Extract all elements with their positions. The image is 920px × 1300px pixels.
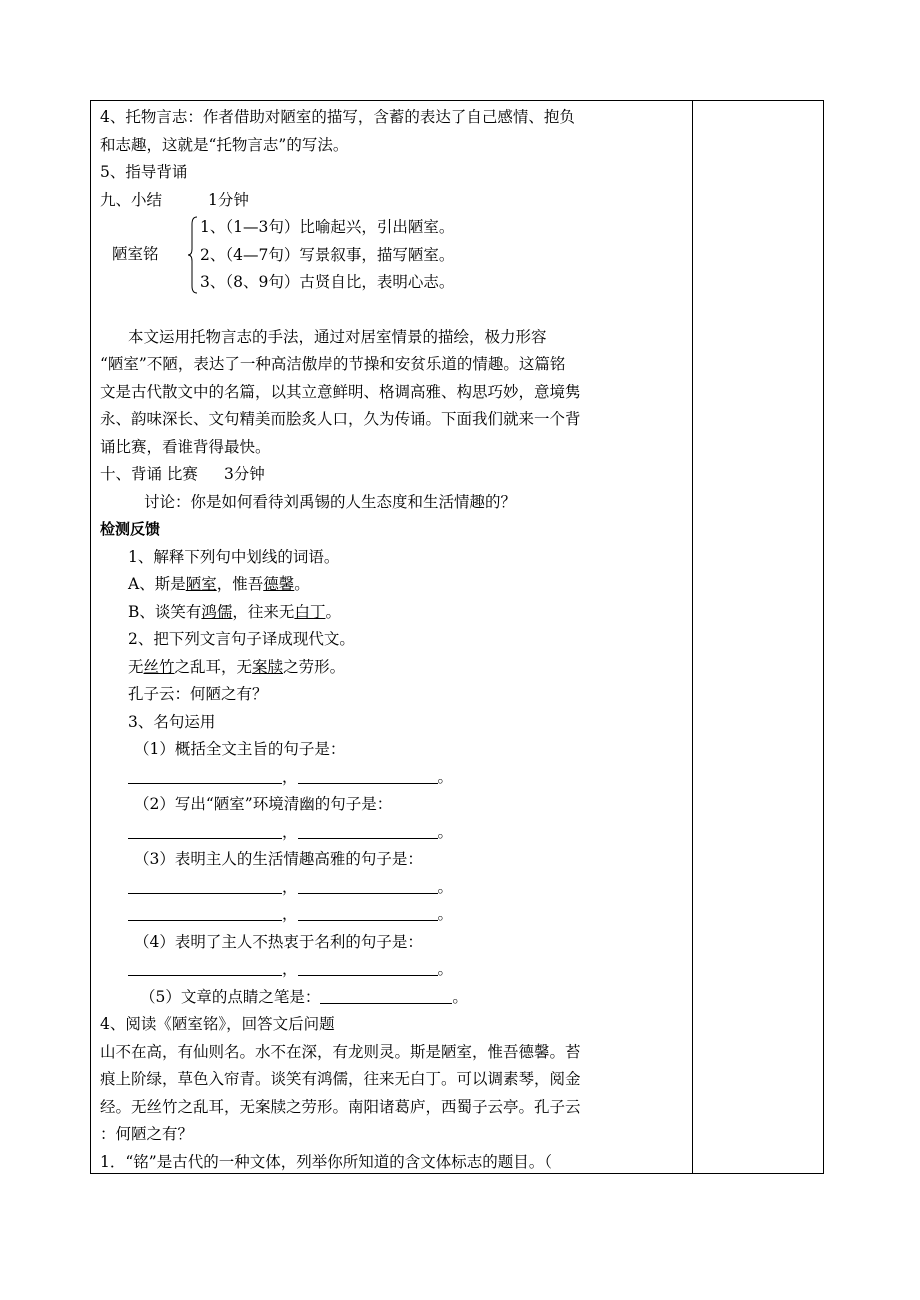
brace-icon <box>188 216 198 294</box>
answer-blank[interactable] <box>128 877 282 894</box>
paragraph-line: 永、韵味深长、文句精美而脍炙人口，久为传诵。下面我们就来一个背 <box>100 410 581 428</box>
text-line: 5、指导背诵 <box>100 163 188 181</box>
summary-item: 3、（8、9句）古贤自比，表明心志。 <box>200 273 455 291</box>
answer-blank[interactable] <box>320 987 452 1004</box>
question-1: 1、解释下列句中划线的词语。 <box>128 547 340 566</box>
reading-line: 经。无丝竹之乱耳，无案牍之劳形。南阳诸葛庐，西蜀子云亭。孔子云 <box>100 1097 581 1116</box>
lesson-content <box>100 104 686 1176</box>
discussion-question: 讨论：你是如何看待刘禹锡的人生态度和生活情趣的？ <box>144 492 517 511</box>
paragraph-line: 本文运用托物言志的手法，通过对居室情景的描绘，极力形容 <box>128 327 547 346</box>
answer-line: ， 。 <box>100 819 686 847</box>
section-ten-heading: 十、背诵 比赛 3分钟 <box>100 465 265 483</box>
sentence-2: 孔子云：何陋之有？ <box>128 685 268 703</box>
summary-heading: 九、小结 1分钟 <box>100 190 249 209</box>
feedback-heading: 检测反馈 <box>100 520 161 538</box>
item-a: A、斯是陋室，惟吾德馨。 <box>128 575 310 593</box>
answer-line: ， 。 <box>100 956 686 984</box>
summary-item: 1、（1—3句）比喻起兴，引出陋室。 <box>200 218 455 236</box>
answer-blank[interactable] <box>298 822 438 839</box>
reading-line: ：何陋之有？ <box>100 1125 194 1143</box>
answer-line: ， 。 <box>100 874 686 902</box>
answer-line: ， 。 <box>100 901 686 929</box>
answer-blank[interactable] <box>298 767 438 784</box>
paragraph-line: 文是古代散文中的名篇，以其立意鲜明、格调高雅、构思巧妙，意境隽 <box>100 382 581 401</box>
answer-line: ， 。 <box>100 764 686 792</box>
summary-item: 2、（4—7句）写景叙事，描写陋室。 <box>200 245 455 264</box>
answer-blank[interactable] <box>298 959 438 976</box>
reading-title: 4、阅读《陋室铭》，回答文后问题 <box>100 1015 335 1033</box>
question-2: 2、把下列文言句子译成现代文。 <box>128 630 355 648</box>
answer-blank[interactable] <box>298 904 438 921</box>
item-b: B、谈笑有鸿儒，往来无白丁。 <box>128 602 341 621</box>
prompt-5: （5）文章的点睛之笔是： 。 <box>140 987 468 1006</box>
reading-line: 痕上阶绿，草色入帘青。谈笑有鸿儒，往来无白丁。可以调素琴，阅金 <box>100 1070 581 1088</box>
column-divider <box>692 100 693 1174</box>
summary-label: 陋室铭 <box>112 245 159 263</box>
prompt-4: （4）表明了主人不热衷于名利的句子是： <box>134 932 423 951</box>
summary-items <box>200 214 454 297</box>
answer-blank[interactable] <box>128 904 282 921</box>
answer-blank[interactable] <box>128 959 282 976</box>
summary-block <box>100 214 686 296</box>
paragraph-line: “陋室”不陋，表达了一种高洁傲岸的节操和安贫乐道的情趣。这篇铭 <box>100 355 566 373</box>
prompt-1: （1）概括全文主旨的句子是： <box>134 740 346 758</box>
text-line: 和志趣，这就是“托物言志”的写法。 <box>100 135 349 154</box>
prompt-3: （3）表明主人的生活情趣高雅的句子是： <box>134 850 423 868</box>
reading-question-1: 1．“铭”是古代的一种文体，列举你所知道的含文体标志的题目。（ <box>100 1152 552 1171</box>
reading-line: 山不在高，有仙则名。水不在深，有龙则灵。斯是陋室，惟吾德馨。苔 <box>100 1042 581 1061</box>
prompt-2: （2）写出“陋室”环境清幽的句子是： <box>134 795 393 813</box>
question-3: 3、名句运用 <box>128 712 216 731</box>
answer-blank[interactable] <box>128 822 282 839</box>
blank-line <box>100 296 686 324</box>
text-line: 4、托物言志：作者借助对陋室的描写，含蓄的表达了自己感情、抱负 <box>100 108 575 126</box>
sentence-1: 无丝竹之乱耳，无案牍之劳形。 <box>128 657 346 676</box>
answer-blank[interactable] <box>298 877 438 894</box>
paragraph-line: 诵比赛，看谁背得最快。 <box>100 437 271 456</box>
answer-blank[interactable] <box>128 767 282 784</box>
